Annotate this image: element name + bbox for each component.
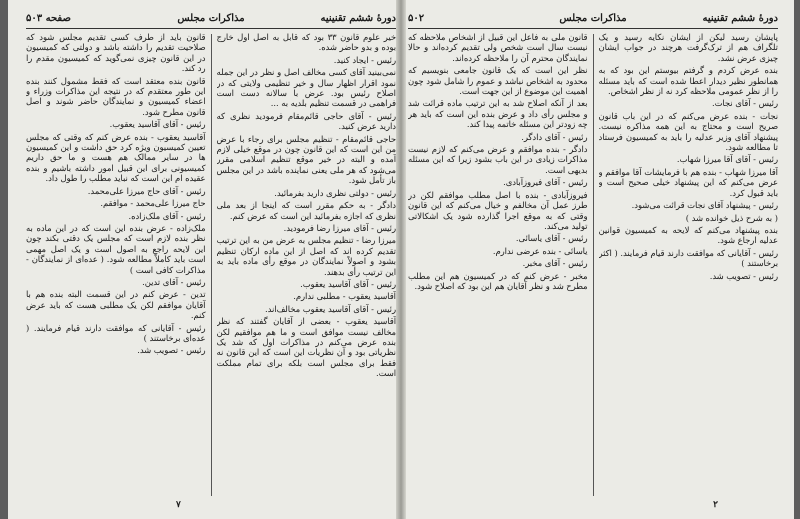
paragraph: آقاسید یعقوب - بنده عرض کنم که وقتی که مجلس تعیین کمیسیون ویژه کرد حق داشت و این کمیسیون ها در سایر ممالک هم هست و ما حق داریم کمیسیونی برای این قبیل امور داشته باشیم و بنده عقیده ام این است که نباید مطلب را طول داد. <box>26 131 206 184</box>
paragraph: نمی‌بینید آقای کسی مخالف اصل و نظر در این جمله نمود اقرار اظهار سال و خیر تنظیمی ولایتی که در اصلاح رئیس بود. عرض با سالانه دست است فراهمی در قسمت تنظیم بلدیه به ... <box>216 67 396 109</box>
paragraph: رئیس - تصویب شد. <box>137 345 206 356</box>
paragraph: رئیس - آقای یاسائی. <box>515 233 588 244</box>
paragraph: رئیس - آقایانی که موافقت دارند قیام فرمایند. ( اکثر برخاستند ) <box>598 247 778 269</box>
right-page <box>408 10 778 510</box>
right-header-center: مذاکرات مجلس <box>559 13 627 24</box>
paragraph: رئیس - آقای مخبر. <box>522 258 588 269</box>
paragraph: حاجی قائم‌مقام - تنظیم مجلس برای رجاء با عرض من این است که این قانون چون در موقع خیلی لازم آمده و البته در خیر موقع تنظیم اسلامی مقرر می‌شود که هر ملی یعنی نماینده باشد در این مجلس باز تأمل شود. <box>216 133 396 186</box>
paragraph: بعد از آنکه اصلاح شد به این ترتیب ماده قرائت شد و مجلس رأی داد و عرض بنده این است که باید هر چه زودتر این مسئله خاتمه پیدا کند. <box>408 98 588 130</box>
paragraph: ( به شرح ذیل خوانده شد ) <box>685 212 778 223</box>
paragraph: آقا میرزا شهاب - بنده هم با فرمایشات آقا موافقم و عرض می‌کنم که این پیشنهاد خیلی صحیح است و باید قبول کرد. <box>598 166 778 198</box>
left-header-center: مذاکرات مجلس <box>177 13 245 24</box>
column-divider <box>211 34 212 496</box>
paragraph: رئیس - آقای آقاسید یعقوب. <box>300 278 396 289</box>
paragraph: رئیس - آقای میرزا رضا فرمودید. <box>283 222 396 233</box>
paragraph: رئیس - آقای تدین. <box>142 276 206 287</box>
paragraph: بنده عرض کردم و گرفتم بیوستم این بود که به همانطور نظیر دیدار اعطا شده است که باید مسئله را از نظر عمومی ملاحظه کرد نه از نظر اشخاص. <box>598 65 778 97</box>
paragraph: آقاسید یعقوب - بعضی از آقایان گفتند که نظر مخالف نیست موافق است و ما هم موافقیم لکن بنده عرض می‌کنم در مذاکرات اول که شد یک نظریاتی بود و آن نظریات این است که این قانون نه فقط برای مجلس است بلکه برای تمام مملکت است. <box>216 316 396 379</box>
left-page-columns <box>26 32 396 498</box>
paragraph: رئیس - آقای فیروزآبادی. <box>503 177 588 188</box>
book-spread <box>8 0 794 519</box>
paragraph: نظر این است که یک قانون جامعی بنویسیم که محدود به اشخاص نباشد و عموم را شامل شود چون اهمیت این موضوع از این جهت است. <box>408 65 588 97</box>
paragraph: فیروزآبادی - بنده با اصل مطلب موافقم لکن در طرز عمل آن مخالفم و خیال می‌کنم که این قانون وقتی که به موقع اجرا گذارده شود یک اشکالاتی تولید می‌کند. <box>408 189 588 231</box>
left-page-column-right <box>217 32 397 498</box>
paragraph: رئیس - آقای حاجی قائم‌مقام فرمودید نظری که دارید عرض کنید. <box>216 110 396 132</box>
paragraph: رئیس - تصویب شد. <box>709 270 778 281</box>
paragraph: دادگر - بنده موافقم و عرض می‌کنم که لازم نیست مذاکرات زیادی در این باب بشود زیرا که این مسئله بدیهی است. <box>408 144 588 175</box>
paragraph: رئیس - آقای آقاسید یعقوب مخالف‌اند. <box>265 303 396 314</box>
paragraph: قانون باید از طرف کسی تقدیم مجلس شود که صلاحیت تقدیم را داشته باشد و دولتی که کمیسیون در این قانون چیزی نمی‌گوید که کمیسیون مقدم را رد کند. <box>26 32 206 74</box>
right-page-header <box>408 10 778 29</box>
book-gutter <box>396 0 406 519</box>
paragraph: آقاسید یعقوب - مطلبی ندارم. <box>293 291 396 302</box>
paragraph: رئیس - آقای ملک‌زاده. <box>128 210 206 221</box>
paragraph: ملک‌زاده - عرض بنده این است که در این ماده به نظر بنده لازم است که مجلس یک دقتی بکند چون این لایحه راجع به اصول است و یک اصل مهمی است باید کاملاً مطالعه شود. ( عده‌ای از نمایندگان - مذاکرات کافی است ) <box>26 222 206 275</box>
paragraph: خیر علوم قانون ۳۳ بود که قابل به اصل اول خارج بوده و بدو حاضر شده. <box>216 32 396 53</box>
left-page-column-left <box>26 32 206 498</box>
paragraph: رئیس - آقای حاج میرزا علی‌محمد. <box>87 185 206 196</box>
paragraph: حاج میرزا علی‌محمد - موافقم. <box>100 198 206 209</box>
paragraph: رئیس - پیشنهاد آقای نجات قرائت می‌شود. <box>631 200 778 211</box>
paragraph: میرزا رضا - تنظیم مجلس به عرض من به این ترتیب تقدیم کرده اند که اصل از این ماده ارکان تنظیم بشود و اصولاً نمایندگان در موقع رأی ماده باید به این ترتیب رأی بدهند. <box>216 235 396 277</box>
paragraph: رئیس - دولتی نظری دارید بفرمائید. <box>274 187 396 198</box>
column-divider <box>593 34 594 496</box>
paragraph: یاسائی - بنده عرضی ندارم. <box>492 245 588 256</box>
left-page <box>26 10 396 510</box>
right-page-columns <box>408 32 778 498</box>
paragraph: رئیس - آقای آقا میرزا شهاب. <box>676 154 778 165</box>
left-header-title: دورهٔ ششم تقنینیه <box>320 13 396 24</box>
paragraph: دادگر - به حکم مقرر است که اینجا از بعد ملی نظری که اجازه بفرمائید این است که عرض کنم. <box>216 200 396 221</box>
right-header-page-number: ۵۰۲ <box>408 13 425 24</box>
paragraph: رئیس - آقای دادگر. <box>521 131 588 142</box>
paragraph: رئیس - آقای نجات. <box>711 98 778 109</box>
paragraph: رئیس - ایجاد کنید. <box>333 54 396 65</box>
paragraph: نجات - بنده عرض می‌کنم که در این باب قانون صریح است و محتاج به این همه مذاکره نیست. پیشنهاد آقای وزیر عدلیه را باید به کمیسیون فرستاد تا مطالعه شود. <box>598 110 778 153</box>
paragraph: قانون بنده معتقد است که فقط مشمول کنند بنده این طور معتقدم که در نتیجه این مذاکرات وزراء و اعضاء کمیسیون و نمایندگان حاضر شوند و اصل قانون مطرح شود. <box>26 75 206 117</box>
right-header-title: دورهٔ ششم تقنینیه <box>702 13 778 24</box>
left-page-footer: ۷ <box>176 500 181 510</box>
right-page-column-right <box>599 32 779 498</box>
paragraph: رئیس - آقای آقاسید یعقوب. <box>109 119 206 130</box>
paragraph: مخبر - عرض کنم که در کمیسیون هم این مطلب مطرح شد و نظر آقایان هم این بود که اصلاح شود. <box>408 270 588 291</box>
right-page-footer: ۲ <box>713 500 718 510</box>
paragraph: بنده پیشنهاد می‌کنم که لایحه به کمیسیون قوانین عدلیه ارجاع شود. <box>598 224 778 246</box>
left-header-page-number: صفحه ۵۰۳ <box>26 13 71 24</box>
right-page-column-left <box>408 32 588 498</box>
paragraph: رئیس - آقایانی که موافقت دارند قیام فرمایند. ( عده‌ای برخاستند ) <box>26 322 206 343</box>
paragraph: پایشان رسید لیکن از ایشان نکایه رسید و یک تلگراف هم از ترک‌گرفت هرچند در جواب ایشان چیزی عرض نشد. <box>598 32 778 63</box>
left-page-header <box>26 10 396 29</box>
paragraph: تدین - عرض کنم در این قسمت البته بنده هم با آقایان موافقم لکن یک مطلبی هست که باید عرض کنم. <box>26 289 206 321</box>
paragraph: قانون ملی به فاعل این قبیل از اشخاص ملاحظه که نیست سال است شخص ولی تقدیم کرده‌اند و حالا نمایندگان محترم آن را ملاحظه کرده‌اند. <box>408 32 588 63</box>
